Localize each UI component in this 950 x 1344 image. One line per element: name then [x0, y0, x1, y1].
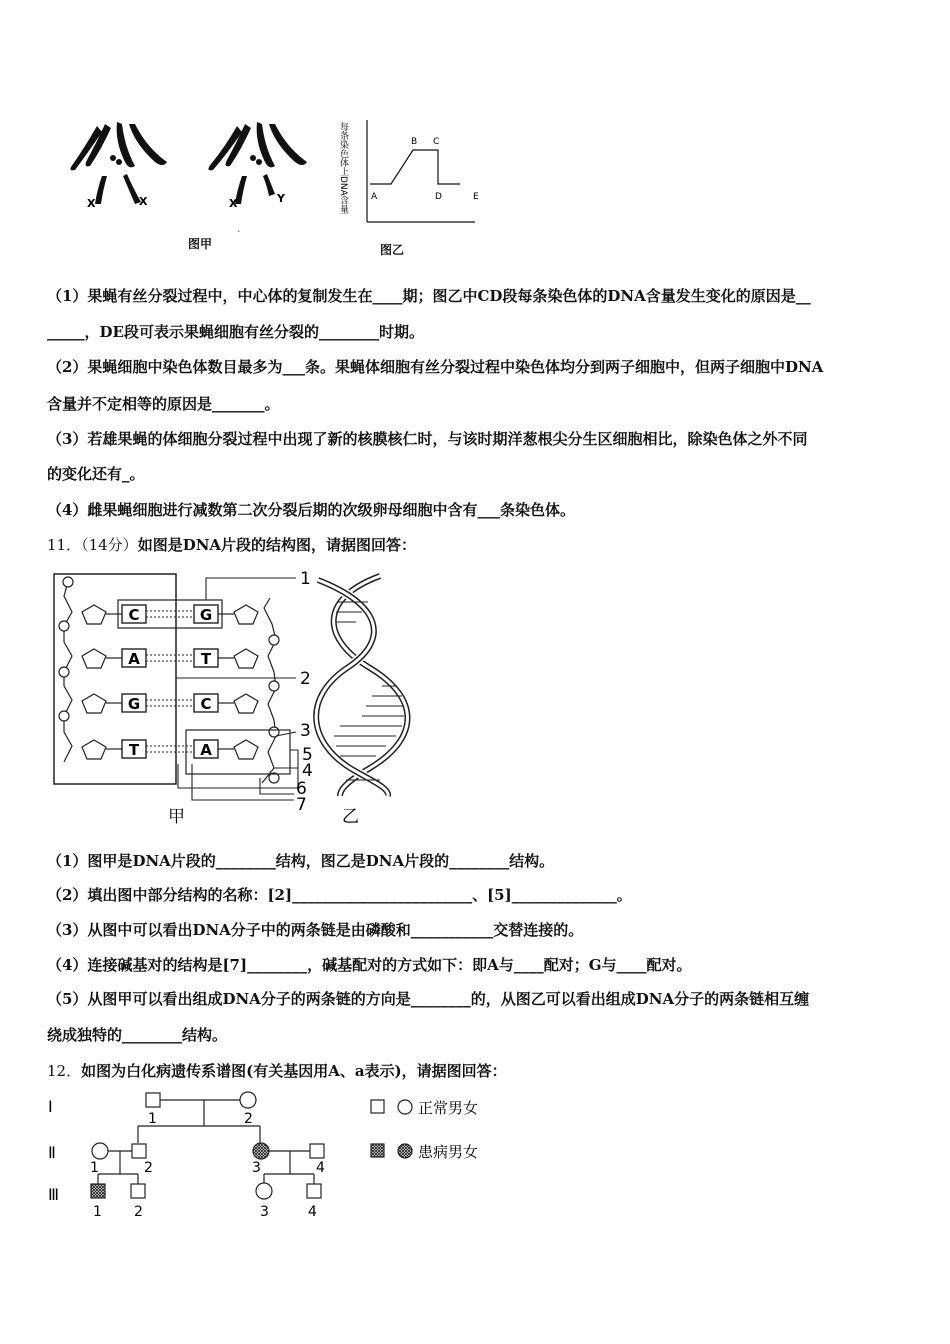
label-6: 6 [296, 779, 307, 799]
label-5: 5 [302, 745, 313, 765]
label-1: 1 [300, 569, 311, 589]
chrom-label-x3: X [229, 197, 238, 210]
caption-dna-jia: 甲 [168, 807, 185, 827]
base-right-1: G [199, 606, 213, 624]
q11-part5-line2: 绕成独特的________结构。 [47, 1026, 228, 1044]
legend-normal-male-icon [371, 1100, 384, 1113]
gen3-id-2: 2 [134, 1204, 143, 1220]
q10-part2-line1: （2）果蝇细胞中染色体数目最多为___条。果蝇体细胞有丝分裂过程中染色体均分到两子细胞中，但两子细胞中DNA [47, 358, 824, 376]
base-right-4: A [200, 741, 212, 759]
q11-stem [47, 535, 907, 555]
q12-stem-text: 如图为白化病遗传系谱图(有关基因用A、a表示)，请据图回答： [81, 1062, 507, 1080]
gen2-female-3-affected [253, 1143, 269, 1159]
graph-point-d: D [435, 192, 442, 202]
q10-part3-line2: 的变化还有_。 [47, 465, 145, 483]
q10-part1-line1: （1）果蝇有丝分裂过程中，中心体的复制发生在____期；图乙中CD段每条染色体的DNA含量发生变化的原因是__ [47, 287, 811, 305]
q11-score: （14分） [81, 536, 138, 554]
gen2-male-4 [310, 1144, 324, 1158]
gen3-id-3: 3 [260, 1204, 269, 1220]
chrom-label-y: Y [277, 192, 285, 205]
q10-part4: （4）雌果蝇细胞进行减数第二次分裂后期的次级卵母细胞中含有___条染色体。 [47, 501, 575, 519]
graph-ylabel: 每条染色体上DNA含量 [338, 122, 348, 214]
label-2: 2 [300, 669, 311, 689]
base-left-2: A [128, 650, 140, 668]
graph-point-b: B [411, 137, 418, 147]
gen2-male-2 [132, 1144, 146, 1158]
gen3-female-3 [256, 1183, 272, 1199]
karyotype-male [208, 122, 307, 204]
gen3-id-1: 1 [93, 1204, 102, 1220]
q11-part2: （2）填出图中部分结构的名称：[2]________________________、[5]______________。 [47, 886, 632, 904]
chrom-label-x1: X [87, 197, 96, 210]
generation-2-label: Ⅱ [48, 1143, 56, 1162]
gen2-id-2: 2 [144, 1160, 153, 1176]
gen2-id-1: 1 [90, 1160, 99, 1176]
caption-dna-yi: 乙 [342, 807, 359, 827]
legend-normal-female-icon [398, 1100, 412, 1114]
generation-1-label: Ⅰ [48, 1097, 53, 1116]
label-4: 4 [302, 761, 313, 781]
q11-part1: （1）图甲是DNA片段的________结构，图乙是DNA片段的________结构。 [47, 852, 555, 870]
gen3-male-4 [307, 1184, 321, 1198]
q11-part3: （3）从图中可以看出DNA分子中的两条链是由磷酸和___________交替连接的。 [47, 921, 584, 939]
q10-part2-line2: 含量并不定相等的原因是_______。 [47, 395, 280, 413]
q10-part3-line1: （3）若雄果蝇的体细胞分裂过程中出现了新的核膜核仁时，与该时期洋葱根尖分生区细胞相比，除染色体之外不同 [47, 430, 808, 448]
gen2-female-1 [92, 1143, 108, 1159]
gen1-id-2: 2 [244, 1111, 253, 1127]
chrom-label-x2: X [139, 195, 148, 208]
q11-number: 11． [47, 536, 82, 554]
karyotype-female [70, 122, 167, 204]
label-3: 3 [300, 721, 311, 741]
legend-affected-label: 患病男女 [418, 1143, 479, 1161]
q11-part5-line1: （5）从图甲可以看出组成DNA分子的两条链的方向是________的，从图乙可以看出组成DNA分子的两条链相互缠 [47, 990, 810, 1008]
legend-affected-female-icon [398, 1144, 412, 1158]
legend-affected-male-icon [371, 1144, 384, 1157]
frame-fig-jia [54, 574, 176, 784]
graph-point-c: C [433, 137, 440, 147]
dna-structure-figure [50, 568, 430, 830]
graph-point-a: A [371, 192, 378, 202]
base-left-4: T [128, 741, 140, 759]
dna-content-graph [338, 120, 479, 222]
q12-number: 12． [47, 1062, 82, 1080]
caption-fig-yi: 图乙 [380, 243, 405, 257]
caption-fig-jia: 图甲 [188, 237, 213, 251]
graph-point-e: E [473, 192, 479, 202]
figure-chromosomes-and-graph [55, 112, 515, 262]
gen3-male-1-affected [91, 1184, 105, 1198]
gen2-id-3: 3 [252, 1160, 261, 1176]
q12-stem [47, 1061, 907, 1081]
gen3-male-2 [131, 1184, 145, 1198]
legend-normal-label: 正常男女 [418, 1099, 479, 1117]
q10-part1-line2: _____，DE段可表示果蝇细胞有丝分裂的________时期。 [47, 323, 424, 341]
q11-stem-text: 如图是DNA片段的结构图，请据图回答： [137, 536, 417, 554]
base-right-3: C [200, 695, 212, 713]
label-7: 7 [296, 795, 307, 815]
gen1-female-2 [240, 1092, 256, 1108]
gen2-id-4: 4 [316, 1160, 325, 1176]
pedigree-chart [40, 1088, 560, 1228]
generation-3-label: Ⅲ [48, 1185, 60, 1204]
base-left-1: C [128, 606, 140, 624]
gen3-id-4: 4 [308, 1204, 317, 1220]
gen1-id-1: 1 [148, 1111, 157, 1127]
base-left-3: G [127, 695, 141, 713]
gen1-male-1 [146, 1093, 160, 1107]
svg-text:ˋ: ˋ [237, 230, 241, 239]
base-right-2: T [200, 650, 212, 668]
q11-part4: （4）连接碱基对的结构是[7]________，碱基配对的方式如下：即A与____配对；G与____配对。 [47, 956, 692, 974]
